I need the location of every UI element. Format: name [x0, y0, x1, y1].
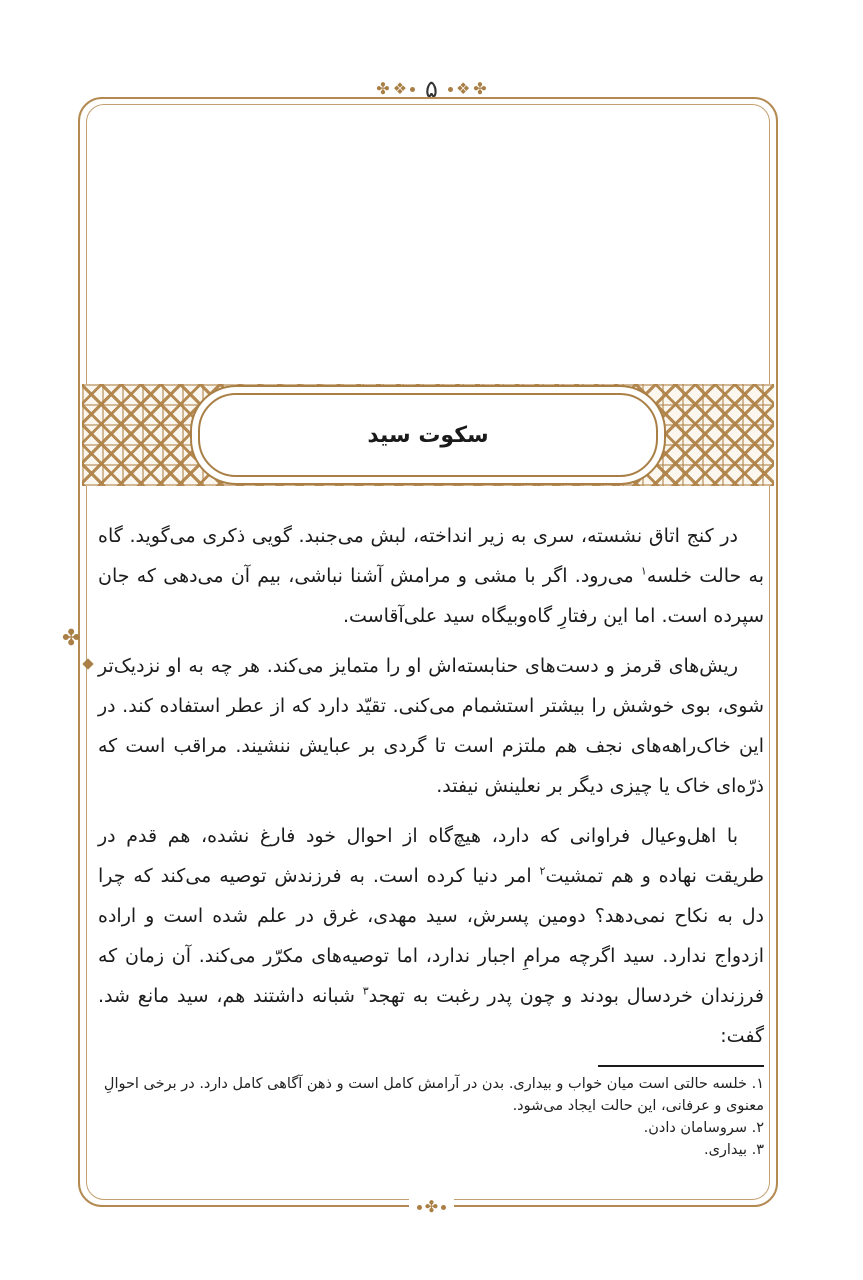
body-text [98, 516, 764, 1066]
footnote-marker: ۳ [362, 984, 369, 998]
chapter-title-plate [198, 393, 658, 477]
footnote-divider [598, 1065, 764, 1067]
body-paragraph-2 [98, 646, 764, 806]
paragraph-text: می‌رود. اگر با مشی و مرامش آشنا نباشی، بیم آن می‌دهی که جان سپرده است. اما این رفتارِ گاه‌وبیگاه سید علی‌آقاست. [98, 565, 764, 627]
footer-ornament [0, 1199, 863, 1215]
footnotes [98, 1073, 764, 1161]
footnote-marker: ۱ [640, 564, 647, 578]
footnote-1: ۱. خلسه حالتی است میان خواب و بیداری. بدن در آرامش کامل است و ذهن آگاهی کامل دارد. در برخی احوالِ معنوی و عرفانی، این حالت ایجاد می‌شود. [103, 1076, 764, 1114]
body-paragraph-1 [98, 516, 764, 636]
page-number: ۵ [425, 75, 438, 103]
chapter-title: سکوت سید [367, 422, 489, 448]
flourish-icon-right: ✤ ❖ [376, 81, 415, 97]
paragraph-text: ریش‌های قرمز و دست‌های حنابسته‌اش او را متمایز می‌کند. هر چه به او نزدیک‌تر شوی، بوی خوشش را بیشتر استشمام می‌کنی. تقیّد دارد که از عطر استفاده کند. در این خاک‌راهه‌های نجف هم ملتزم است تا گردی بر عبایش ننشیند. مراقب است که ذرّه‌ای خاک یا چیزی دیگر بر نعلینش نیفتد. [98, 655, 764, 797]
footnote-marker: ۲ [539, 864, 546, 878]
paragraph-text: در کنج اتاق نشسته، سری به زیر انداخته، لبش می‌جنبد. گویی ذکری می‌گوید. گاه به حالت خلسه [98, 525, 764, 587]
side-flourish-icon: ✤ [62, 626, 81, 651]
flourish-icon-bottom: ✤ [409, 1199, 454, 1215]
flourish-icon-left: ❖ ✤ [448, 81, 487, 97]
footnote-2: ۲. سروسامان دادن. [643, 1120, 764, 1136]
body-paragraph-3 [98, 816, 764, 1056]
paragraph-text: با اهل‌وعیال فراوانی که دارد، هیچ‌گاه از احوال خود فارغ نشده، هم قدم در طریقت نهاده و هم تمشیت [98, 825, 764, 887]
paragraph-text: شبانه داشتند هم، سید مانع شد. گفت: [98, 985, 764, 1047]
footnote-3: ۳. بیداری. [703, 1142, 764, 1158]
paragraph-text: امر دنیا کرده است. به فرزندش توصیه می‌کند که چرا دل به نکاح نمی‌دهد؟ دومین پسرش، سید مهدی، غرق در علم شده است و اراده ازدواج ندارد. سید اگرچه مرامِ اجبار ندارد، اما توصیه‌های مکرّر می‌کند. آن زمان که فرزندان خردسال بودند و چون پدر رغبت به تهجد [98, 865, 764, 1007]
